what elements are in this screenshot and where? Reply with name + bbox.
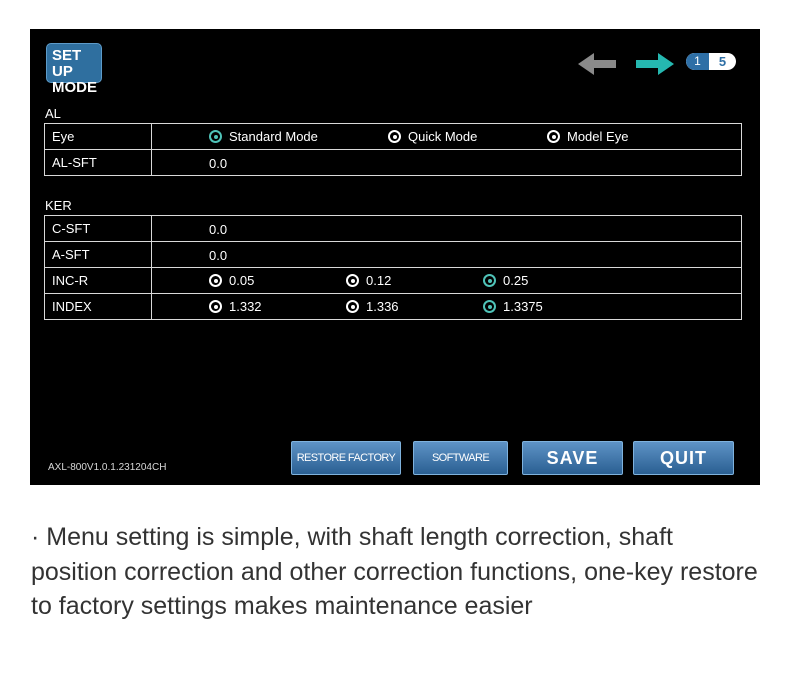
option-label: 1.332	[229, 299, 262, 314]
table-row	[45, 150, 742, 176]
restore-factory-settings-button[interactable]: RESTORE FACTORY SETTINGS	[291, 441, 401, 475]
table-row	[45, 242, 742, 268]
a-sft-value: 0.0	[209, 248, 228, 263]
option-label: 1.336	[366, 299, 399, 314]
radio-quick-mode[interactable]	[388, 129, 477, 144]
radio-icon	[547, 130, 560, 143]
option-label: Model Eye	[567, 129, 629, 144]
radio-icon	[209, 274, 222, 287]
quit-button[interactable]: QUIT	[633, 441, 734, 475]
mode-badge-line2: MODE	[52, 79, 97, 96]
ker-settings-table	[44, 215, 742, 320]
radio-index-1-3375[interactable]	[483, 299, 543, 314]
table-row	[45, 216, 742, 242]
section-label-ker: KER	[45, 198, 72, 213]
save-button[interactable]: SAVE	[522, 441, 623, 475]
al-settings-table	[44, 123, 742, 176]
page-indicator	[686, 53, 736, 70]
radio-icon	[209, 300, 222, 313]
software-update-button[interactable]: SOFTWARE UPDATE	[413, 441, 508, 475]
option-label: 0.12	[366, 273, 392, 288]
radio-icon	[346, 274, 359, 287]
a-sft-field[interactable]	[152, 242, 742, 268]
row-label: C-SFT	[45, 216, 152, 242]
radio-selected-icon	[209, 130, 222, 143]
radio-inc-r-0-12[interactable]	[346, 273, 391, 288]
row-label: A-SFT	[45, 242, 152, 268]
option-label: 0.05	[229, 273, 255, 288]
c-sft-field[interactable]	[152, 216, 742, 242]
radio-icon	[388, 130, 401, 143]
radio-model-eye[interactable]	[547, 129, 628, 144]
radio-selected-icon	[483, 300, 496, 313]
row-label: AL-SFT	[45, 150, 152, 176]
table-row	[45, 268, 742, 294]
section-label-al: AL	[45, 106, 61, 121]
option-label: Standard Mode	[229, 129, 318, 144]
c-sft-value: 0.0	[209, 222, 228, 237]
radio-index-1-332[interactable]	[209, 299, 262, 314]
row-label: INC-R	[45, 268, 152, 294]
al-sft-field[interactable]	[152, 150, 742, 176]
radio-icon	[346, 300, 359, 313]
page-navigation	[576, 49, 680, 79]
row-label: Eye	[45, 124, 152, 150]
radio-standard-mode[interactable]	[209, 129, 318, 144]
version-label: AXL-800V1.0.1.231204CH	[48, 462, 167, 473]
table-row	[45, 124, 742, 150]
page-total: 5	[718, 54, 727, 69]
option-label: Quick Mode	[408, 129, 478, 144]
row-label: INDEX	[45, 294, 152, 320]
device-screen	[30, 29, 760, 496]
option-label: 1.3375	[503, 299, 543, 314]
radio-inc-r-0-05[interactable]	[209, 273, 254, 288]
radio-inc-r-0-25[interactable]	[483, 273, 528, 288]
setup-mode-badge	[46, 43, 102, 96]
eye-mode-options	[152, 124, 742, 150]
option-label: 0.25	[503, 273, 529, 288]
mode-badge-line1: SET UP	[52, 47, 82, 80]
prev-arrow-icon[interactable]	[578, 53, 616, 75]
al-sft-value: 0.0	[209, 156, 228, 171]
radio-index-1-336[interactable]	[346, 299, 399, 314]
radio-selected-icon	[483, 274, 496, 287]
inc-r-options	[152, 268, 742, 294]
page-current: 1	[686, 53, 709, 70]
table-row	[45, 294, 742, 320]
feature-caption: · Menu setting is simple, with shaft length correction, shaft position correction and other correction functions, one-key restore to factory settings makes maintenance easier	[31, 523, 758, 620]
next-arrow-icon[interactable]	[636, 53, 674, 75]
index-options	[152, 294, 742, 320]
